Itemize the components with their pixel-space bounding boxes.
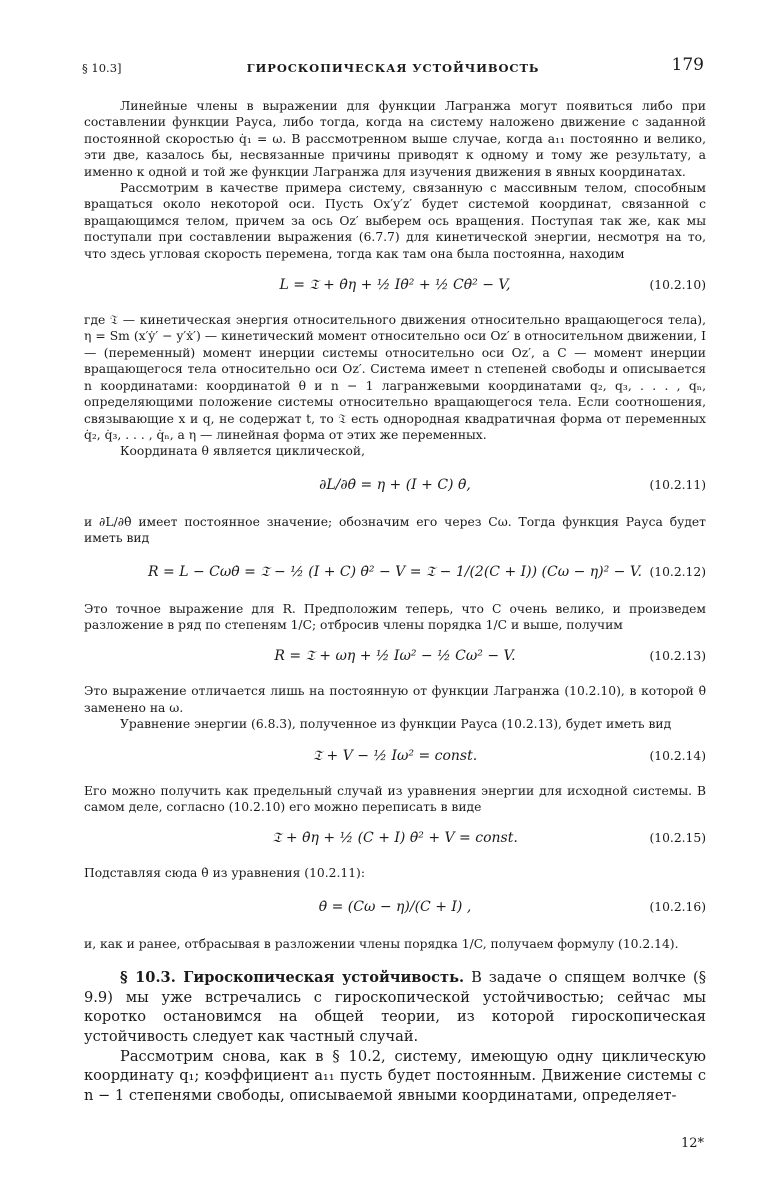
equation-10-2-10	[84, 272, 706, 298]
page-number: 179	[671, 55, 704, 75]
paragraph: Это выражение отличается лишь на постоянную от функции Лагранжа (10.2.10), в которой θ̇ заменено на ω.	[84, 684, 706, 715]
paragraph: Координата θ является циклической,	[120, 444, 366, 459]
equation-10-2-14	[84, 743, 706, 769]
printer-signature: 12*	[680, 1136, 704, 1151]
equation-10-2-15	[84, 825, 706, 851]
equation-10-2-13	[84, 643, 706, 669]
paragraph: Подставляя сюда θ̇ из уравнения (10.2.11):	[84, 866, 365, 881]
equation-expression: θ̇ = (Cω − η)/(C + I) ,	[318, 898, 472, 915]
equation-number: (10.2.16)	[649, 899, 706, 914]
paragraph: и, как и ранее, отбрасывая в разложении члены порядка 1/C, получаем формулу (10.2.14).	[84, 936, 679, 951]
paragraph: Рассмотрим снова, как в § 10.2, систему, имеющую одну циклическую координату q₁; коэффициент a₁₁ пусть будет постоянным. Движение системы с n − 1 степенями свободы, описываемой явными координатами, определяет-	[84, 1047, 706, 1104]
equation-number: (10.2.13)	[649, 649, 706, 664]
equation-expression: ∂L/∂θ̇ = η + (I + C) θ̇,	[319, 476, 471, 493]
paragraph: Уравнение энергии (6.8.3), полученное из функции Рауса (10.2.13), будет иметь вид	[120, 717, 672, 732]
equation-expression: L = 𝔗 + θ̇η + ½ Iθ̇² + ½ Cθ̇² − V,	[279, 277, 511, 294]
paragraph: Его можно получить как предельный случай из уравнения энергии для исходной системы. В самом деле, согласно (10.2.10) его можно переписать в виде	[84, 783, 706, 814]
equation-10-2-11	[84, 468, 706, 502]
paragraph: Линейные члены в выражении для функции Лагранжа могут появиться либо при составлении функции Рауса, либо тогда, когда на систему наложено движение с заданной постоянной скоростью q̇₁ = ω. В рассмотренном выше случае, когда a₁₁ постоянно и велико, эти две, казалось бы, несвязанные причины приводят к одному и тому же результату, а именно к одной и той же функции Лагранжа для изучения движения в явных координатах.	[84, 99, 706, 179]
equation-number: (10.2.14)	[649, 748, 706, 763]
paragraph: Рассмотрим в качестве примера систему, связанную с массивным телом, способным вращаться около некоторой оси. Пусть Ox′y′z′ будет системой координат, связанной с вращающимся телом, причем за ось Oz′ выберем ось вращения. Поступая так же, как мы поступали при составлении выражения (6.7.7) для кинетической энергии, несмотря на то, что здесь угловая скорость перемена, тогда как там она была постоянна, находим	[84, 181, 706, 261]
equation-number: (10.2.15)	[649, 831, 706, 846]
paragraph: и ∂L/∂θ̇ имеет постоянное значение; обозначим его через Cω. Тогда функция Рауса будет иметь вид	[84, 514, 706, 546]
equation-expression: 𝔗 + θ̇η + ½ (C + I) θ̇² + V = const.	[272, 830, 518, 847]
equation-expression: R = 𝔗 + ωη + ½ Iω² − ½ Cω² − V.	[274, 648, 516, 665]
section-paragraph	[84, 968, 706, 1046]
equation-10-2-12	[84, 555, 706, 589]
page-body	[84, 98, 706, 1105]
section-title: § 10.3. Гироскопическая устойчивость.	[120, 969, 465, 987]
running-header	[82, 55, 704, 82]
paragraph: где 𝔗 — кинетическая энергия относительного движения относительно вращающегося тела), η = Sm (x′ẏ′ − y′ẋ′) — кинетический момент относительно оси Oz′ в относительном движении, I — (переменный) момент инерции системы относительно оси Oz′, а C — момент инерции вращающегося тела относительно оси Oz′. Система имеет n степеней свободы и описывается n координатами: координатой θ и n − 1 лагранжевыми координатами q₂, q₃, . . . , qₙ, определяющими положение системы относительно вращающегося тела. Если соотношения, связывающие x и q, не содержат t, то 𝔗 есть однородная квадратичная форма от переменных q̇₂, q̇₃, . . . , q̇ₙ, а η — линейная форма от этих же переменных.	[84, 313, 706, 442]
header-title: ГИРОСКОПИЧЕСКАЯ УСТОЙЧИВОСТЬ	[246, 61, 540, 75]
equation-expression: 𝔗 + V − ½ Iω² = const.	[312, 747, 478, 764]
equation-number: (10.2.10)	[649, 278, 706, 293]
paragraph: Это точное выражение для R. Предположим теперь, что C очень велико, и произведем разложение в ряд по степеням 1/C; отбросив члены порядка 1/C и выше, получим	[84, 601, 706, 632]
header-section-ref: § 10.3]	[82, 61, 122, 75]
equation-10-2-16	[84, 890, 706, 924]
equation-number: (10.2.11)	[649, 477, 706, 492]
equation-expression: R = L − Cωθ̇ = 𝔗 − ½ (I + C) θ̇² − V = 𝔗 − 1/(2(C + I)) (Cω − η)² − V.	[148, 563, 642, 580]
section-text: В задаче о спящем волчке (§ 9.9) мы уже встречались с гироскопической устойчивостью; сейчас мы коротко остановимся на общей теории, из которой гироскопическая устойчивость следует как частный случай.	[84, 969, 706, 1045]
equation-number: (10.2.12)	[649, 564, 706, 579]
